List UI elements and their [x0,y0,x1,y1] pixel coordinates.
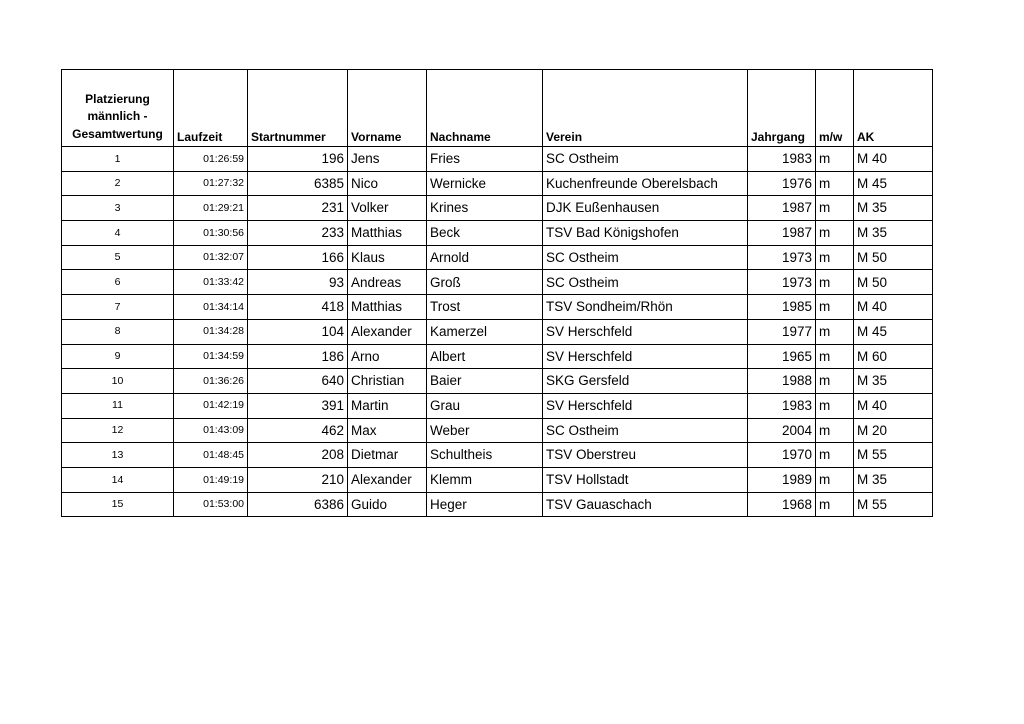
header-nachname: Nachname [427,70,543,147]
cell-mw: m [816,492,854,517]
cell-startnummer: 233 [248,221,348,246]
cell-ak: M 50 [854,245,933,270]
cell-nachname: Krines [427,196,543,221]
cell-mw: m [816,147,854,172]
table-row [62,467,933,492]
cell-mw: m [816,344,854,369]
cell-nachname: Fries [427,147,543,172]
cell-jahrgang: 1983 [748,393,816,418]
cell-laufzeit: 01:29:21 [174,196,248,221]
cell-mw: m [816,270,854,295]
cell-platzierung: 7 [62,295,174,320]
table-row [62,443,933,468]
cell-startnummer: 196 [248,147,348,172]
cell-jahrgang: 2004 [748,418,816,443]
cell-jahrgang: 1977 [748,319,816,344]
cell-platzierung: 14 [62,467,174,492]
cell-ak: M 35 [854,369,933,394]
cell-ak: M 45 [854,171,933,196]
header-ak: AK [854,70,933,147]
header-row [62,70,933,147]
cell-mw: m [816,319,854,344]
cell-ak: M 35 [854,221,933,246]
cell-nachname: Wernicke [427,171,543,196]
table-row [62,369,933,394]
cell-vorname: Klaus [348,245,427,270]
cell-jahrgang: 1983 [748,147,816,172]
cell-platzierung: 4 [62,221,174,246]
header-laufzeit: Laufzeit [174,70,248,147]
table-body [62,147,933,517]
table-row [62,295,933,320]
cell-startnummer: 210 [248,467,348,492]
cell-startnummer: 208 [248,443,348,468]
cell-vorname: Alexander [348,467,427,492]
cell-vorname: Dietmar [348,443,427,468]
cell-ak: M 40 [854,295,933,320]
cell-laufzeit: 01:43:09 [174,418,248,443]
cell-laufzeit: 01:36:26 [174,369,248,394]
cell-nachname: Kamerzel [427,319,543,344]
table-row [62,319,933,344]
cell-mw: m [816,171,854,196]
cell-verein: TSV Oberstreu [543,443,748,468]
cell-platzierung: 6 [62,270,174,295]
cell-verein: SC Ostheim [543,270,748,295]
cell-mw: m [816,418,854,443]
cell-platzierung: 10 [62,369,174,394]
cell-verein: Kuchenfreunde Oberelsbach [543,171,748,196]
header-platzierung: Platzierung männlich - Gesamtwertung [62,70,174,147]
table-row [62,221,933,246]
table-row [62,196,933,221]
cell-jahrgang: 1987 [748,221,816,246]
cell-verein: SV Herschfeld [543,319,748,344]
cell-ak: M 60 [854,344,933,369]
cell-platzierung: 3 [62,196,174,221]
cell-jahrgang: 1989 [748,467,816,492]
cell-verein: TSV Bad Königshofen [543,221,748,246]
cell-nachname: Trost [427,295,543,320]
cell-vorname: Christian [348,369,427,394]
table-row [62,418,933,443]
cell-startnummer: 391 [248,393,348,418]
cell-mw: m [816,393,854,418]
table-row [62,245,933,270]
cell-platzierung: 8 [62,319,174,344]
cell-startnummer: 104 [248,319,348,344]
cell-laufzeit: 01:30:56 [174,221,248,246]
cell-verein: SC Ostheim [543,245,748,270]
cell-ak: M 55 [854,492,933,517]
cell-mw: m [816,467,854,492]
cell-mw: m [816,196,854,221]
cell-vorname: Guido [348,492,427,517]
cell-startnummer: 640 [248,369,348,394]
cell-laufzeit: 01:26:59 [174,147,248,172]
cell-startnummer: 418 [248,295,348,320]
cell-laufzeit: 01:33:42 [174,270,248,295]
cell-laufzeit: 01:48:45 [174,443,248,468]
cell-verein: SV Herschfeld [543,344,748,369]
cell-platzierung: 5 [62,245,174,270]
cell-platzierung: 11 [62,393,174,418]
cell-verein: TSV Sondheim/Rhön [543,295,748,320]
cell-verein: TSV Hollstadt [543,467,748,492]
cell-startnummer: 186 [248,344,348,369]
table-row [62,393,933,418]
cell-ak: M 40 [854,147,933,172]
cell-jahrgang: 1976 [748,171,816,196]
header-verein: Verein [543,70,748,147]
table-row [62,171,933,196]
cell-verein: SC Ostheim [543,418,748,443]
cell-jahrgang: 1987 [748,196,816,221]
cell-vorname: Jens [348,147,427,172]
cell-ak: M 50 [854,270,933,295]
cell-nachname: Beck [427,221,543,246]
cell-startnummer: 93 [248,270,348,295]
cell-startnummer: 462 [248,418,348,443]
cell-laufzeit: 01:49:19 [174,467,248,492]
cell-startnummer: 6385 [248,171,348,196]
cell-mw: m [816,221,854,246]
cell-platzierung: 2 [62,171,174,196]
cell-vorname: Max [348,418,427,443]
cell-jahrgang: 1973 [748,245,816,270]
cell-mw: m [816,295,854,320]
cell-nachname: Heger [427,492,543,517]
cell-vorname: Matthias [348,295,427,320]
cell-vorname: Arno [348,344,427,369]
cell-nachname: Baier [427,369,543,394]
cell-platzierung: 1 [62,147,174,172]
cell-nachname: Albert [427,344,543,369]
cell-ak: M 20 [854,418,933,443]
cell-jahrgang: 1965 [748,344,816,369]
cell-mw: m [816,369,854,394]
cell-laufzeit: 01:32:07 [174,245,248,270]
cell-nachname: Weber [427,418,543,443]
cell-vorname: Andreas [348,270,427,295]
cell-verein: TSV Gauaschach [543,492,748,517]
cell-platzierung: 15 [62,492,174,517]
table-row [62,147,933,172]
header-startnummer: Startnummer [248,70,348,147]
cell-ak: M 45 [854,319,933,344]
cell-ak: M 55 [854,443,933,468]
cell-nachname: Klemm [427,467,543,492]
cell-laufzeit: 01:34:59 [174,344,248,369]
cell-nachname: Grau [427,393,543,418]
cell-laufzeit: 01:27:32 [174,171,248,196]
cell-verein: SKG Gersfeld [543,369,748,394]
results-table [61,69,933,517]
cell-vorname: Matthias [348,221,427,246]
cell-startnummer: 166 [248,245,348,270]
cell-ak: M 40 [854,393,933,418]
cell-mw: m [816,443,854,468]
cell-vorname: Alexander [348,319,427,344]
cell-ak: M 35 [854,467,933,492]
cell-verein: SV Herschfeld [543,393,748,418]
cell-startnummer: 6386 [248,492,348,517]
cell-ak: M 35 [854,196,933,221]
cell-jahrgang: 1988 [748,369,816,394]
cell-jahrgang: 1968 [748,492,816,517]
cell-platzierung: 13 [62,443,174,468]
cell-vorname: Volker [348,196,427,221]
cell-laufzeit: 01:53:00 [174,492,248,517]
table-row [62,344,933,369]
cell-verein: DJK Eußenhausen [543,196,748,221]
cell-platzierung: 9 [62,344,174,369]
cell-laufzeit: 01:34:14 [174,295,248,320]
cell-mw: m [816,245,854,270]
cell-nachname: Arnold [427,245,543,270]
cell-laufzeit: 01:34:28 [174,319,248,344]
header-vorname: Vorname [348,70,427,147]
cell-laufzeit: 01:42:19 [174,393,248,418]
cell-nachname: Schultheis [427,443,543,468]
cell-vorname: Nico [348,171,427,196]
cell-startnummer: 231 [248,196,348,221]
cell-jahrgang: 1973 [748,270,816,295]
cell-vorname: Martin [348,393,427,418]
cell-nachname: Groß [427,270,543,295]
table-header [62,70,933,147]
header-jahrgang: Jahrgang [748,70,816,147]
table-row [62,492,933,517]
header-mw: m/w [816,70,854,147]
cell-platzierung: 12 [62,418,174,443]
table-row [62,270,933,295]
cell-verein: SC Ostheim [543,147,748,172]
cell-jahrgang: 1970 [748,443,816,468]
cell-jahrgang: 1985 [748,295,816,320]
